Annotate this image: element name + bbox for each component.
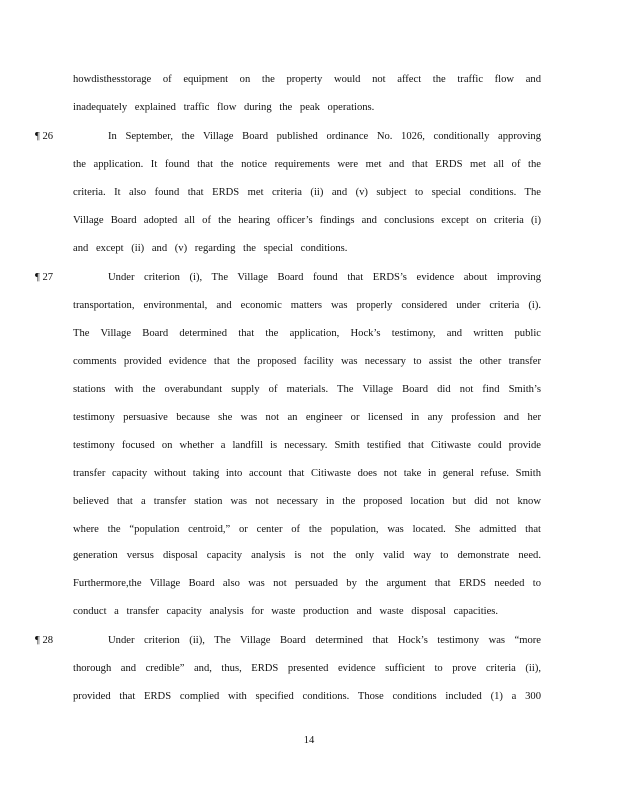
body-text-line: Furthermore,the Village Board also was not persuaded by the argument that ERDS needed to [73,578,541,589]
body-text-line: stations with the overabundant supply of materials. The Village Board did not find Smith’s [73,384,541,395]
body-text-line: Village Board adopted all of the hearing officer’s findings and conclusions except on criteria (i) [73,215,541,226]
body-text-line: and except (ii) and (v) regarding the special conditions. [73,243,348,254]
body-text-line: conduct a transfer capacity analysis for waste production and waste disposal capacities. [73,606,499,617]
body-text-line: the application. It found that the notice requirements were met and that ERDS met all of the [73,159,541,170]
body-text-line: Under criterion (i), The Village Board found that ERDS’s evidence about improving [108,272,541,283]
body-text-line: Under criterion (ii), The Village Board determined that Hock’s testimony was “more [108,635,541,646]
body-text-line: believed that a transfer station was not necessary in the proposed location but did not know [73,496,541,507]
page-number: 14 [303,735,315,746]
paragraph-number: ¶ 27 [35,272,54,283]
paragraph-number: ¶ 26 [35,131,54,142]
body-text-line: testimony persuasive because she was not an engineer or licensed in any profession and her [73,412,541,423]
body-text-line: comments provided evidence that the proposed facility was necessary to assist the other transfer [73,356,541,367]
body-text-line: transportation, environmental, and economic matters was properly considered under criteria (i). [73,300,541,311]
body-text-line: In September, the Village Board published ordinance No. 1026, conditionally approving [108,131,541,142]
body-text-line: thorough and credible” and, thus, ERDS presented evidence sufficient to prove criteria (ii), [73,663,541,674]
body-text-line: transfer capacity without taking into account that Citiwaste does not take in general refuse. Smith [73,468,541,479]
body-text-line: howdisthesstorage of equipment on the property would not affect the traffic flow and [73,74,541,85]
paragraph-number: ¶ 28 [35,635,54,646]
body-text-line: testimony focused on whether a landfill is necessary. Smith testified that Citiwaste could provide [73,440,541,451]
body-text-line: generation versus disposal capacity analysis is not the only valid way to demonstrate need. [73,550,541,561]
body-text-line: The Village Board determined that the application, Hock’s testimony, and written public [73,328,541,339]
body-text-line: provided that ERDS complied with specified conditions. Those conditions included (1) a 300 [73,691,541,702]
body-text-line: inadequately explained traffic flow during the peak operations. [73,102,375,113]
body-text-line: where the “population centroid,” or center of the population, was located. She admitted that [73,524,541,535]
body-text-line: criteria. It also found that ERDS met criteria (ii) and (v) subject to special conditions. The [73,187,541,198]
